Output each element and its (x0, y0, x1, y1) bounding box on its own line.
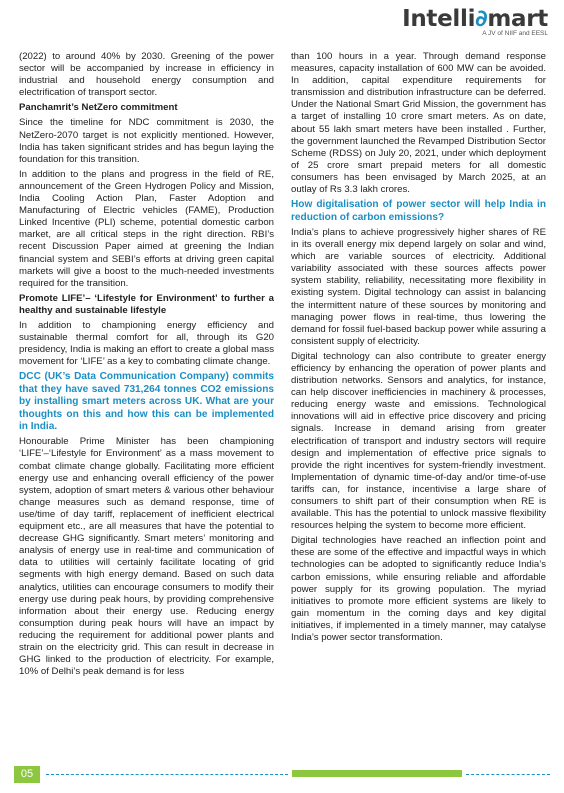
footer-divider (46, 774, 288, 775)
paragraph: than 100 hours in a year. Through demand response measures, capacity installation of 600 MW can be avoided. In addition, capital expenditure requirements for transmission and distribution infrastructure can be deferred. Under the National Smart Grid Mission, the government has a target of installing 10 crore smart meters. As on date, about 55 lakh smart meters have been installed . Further, the government launched the Revamped Distribution Sector Scheme (RDSS) on July 20, 2021, under which deployment of 25 crore smart prepaid meters for all domestic consumers has been envisaged by March 2025, at an outlay of Rs 3.3 lakh crores. (291, 51, 546, 196)
left-column (19, 51, 274, 681)
paragraph: Honourable Prime Minister has been championing ‘LIFE’–‘Lifestyle for Environment’ as a mass movement to combat climate change globally. Facilitating more efficient energy use and enhancing overall efficiency of the power system, adoption of smart meters & various other behaviour change measures such as demand response, time of use/time of day tariff, replacement of inefficient electrical equipment etc., are all measures that have the potential to decrease GHG significantly. Smart meters’ monitoring and analysis of energy use in real-time and communication of data to utilities will certainly facilitate locating of grid segments with high energy demand. Based on such data analytics, utilities can encourage consumers to modify their energy use during peak hours, by providing comprehensive information about their energy use. Reducing energy consumption during peak hours will have an impact by reducing the requirement for additional power plants and strain on the electricity grid. This can result in decrease in GHG linked to the production of electricity. For example, 10% of Delhi’s peak demand is for less (19, 436, 274, 678)
footer-divider (466, 774, 550, 775)
logo-tagline: A JV of NIIF and EESL (482, 30, 548, 37)
page-number: 05 (14, 766, 40, 783)
question-heading: DCC (UK’s Data Communication Company) commits that they have saved 731,264 tonnes CO2 emissions by installing smart meters across UK. What are your thoughts on this and how this can be implemented in India. (19, 371, 274, 432)
question-heading: How digitalisation of power sector will help India in reduction of carbon emissions? (291, 199, 546, 223)
paragraph: Since the timeline for NDC commitment is 2030, the NetZero-2070 target is not explicitly mentioned. However, India has taken significant strides and has begun laying the foundation for this transition. (19, 117, 274, 165)
paragraph: Digital technology can also contribute to greater energy efficiency by enhancing the operation of power plants and distribution networks. Sensors and analytics, for instance, can help discover inefficiencies in machinery & processes, reducing energy waste and emissions. Technological innovations will aid in effective price discovery and pricing signals. Increase in demand arising from greater electrification of transport and industry sectors will require design and implementation of effective price signals to provide the right incentives for system-friendly investment. Implementation of dynamic time-of-day and/or time-of-use tariffs can, for instance, incentivise a large share of consumers to shift part of their consumption when RE is available. This has the potential to unlock massive flexibility resources helping the system to become more efficient. (291, 350, 546, 532)
paragraph: India’s plans to achieve progressively higher shares of RE in its overall energy mix depend largely on solar and wind, which are variable sources of electricity. Additional variability associated with these sources affects power system stability, reliability, necessitating more flexibility in existing system. Digital technology can assist in balancing the intermittent nature of these sources by monitoring and managing power flows in real-time, thus lowering the demand for fossil fuel-based backup power while assuring a consistent supply of electricity. (291, 226, 546, 347)
paragraph: (2022) to around 40% by 2030. Greening of the power sector will be accompanied by increase in efficiency in industrial and household energy consumption and electrification of transport sector. (19, 51, 274, 99)
section-heading: Panchamrit’s NetZero commitment (19, 102, 178, 114)
section-heading: Promote LIFE’– ‘Lifestyle for Environment’ to further a healthy and sustainable lifestyle (19, 292, 274, 316)
right-column (291, 51, 546, 647)
logo-wordmark: Intelli∂mart (402, 6, 548, 32)
brand-logo (402, 6, 548, 37)
page-footer (0, 764, 564, 786)
paragraph: In addition to championing energy efficiency and sustainable thermal comfort for all, through its G20 presidency, India is making an effort to create a global mass movement for ‘LIFE’ as a key to combating climate change. (19, 319, 274, 368)
paragraph: In addition to the plans and progress in the field of RE, announcement of the Green Hydrogen Policy and Mission, India Cooling Action Plan, Faster Adoption and Manufacturing of Electric vehicles (FAME), Production Linked Incentive (PLI) scheme, potential domestic carbon market, are all critical steps in the right direction. RBI’s recent Discussion Paper aimed at greening the Indian financial system and SEBI’s efforts at driving green capital markets will give a boost to the much-needed investments required for the transition. (19, 168, 274, 289)
footer-accent-bar (292, 770, 462, 777)
paragraph: Digital technologies have reached an inflection point and these are some of the effective and impactful ways in which technologies can be adopted to significantly reduce India’s carbon emissions, while ensuring reliable and affordable power supply for its growing population. The myriad initiatives to promote more efficient systems are likely to gain momentum in the coming days and key digital initiatives, if implemented in a timely manner, may catalyse India’s power sector transformation. (291, 535, 546, 644)
